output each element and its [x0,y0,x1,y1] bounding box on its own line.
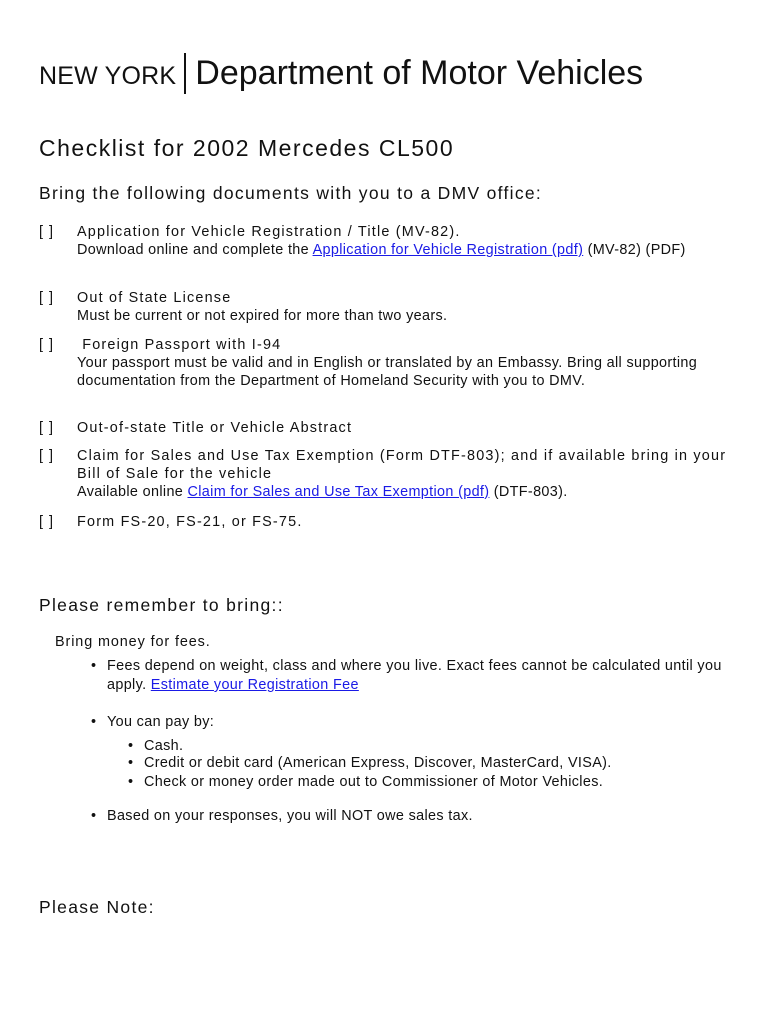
checkbox-bracket: [ ] [39,290,54,306]
list-item [91,657,747,695]
checklist-item-description: Must be current or not expired for more than two years. [77,308,448,324]
bullet-icon: • [91,658,97,674]
fees-text: Fees depend on weight, class and where you live. Exact fees cannot be calculated until you apply. [107,658,722,693]
checklist-item [39,289,749,325]
page-title: Checklist for 2002 Mercedes CL500 [39,135,455,161]
list-item [91,807,747,826]
pay-option: Check or money order made out to Commissioner of Motor Vehicles. [144,774,604,790]
bullet-icon: • [128,738,134,754]
checkbox-bracket: [ ] [39,514,54,530]
checklist-item-label: Application for Vehicle Registration / Title (MV-82). [77,224,461,240]
description-text: (DTF-803). [489,484,568,500]
pay-label: You can pay by: [107,714,215,730]
checklist-item-label: Out-of-state Title or Vehicle Abstract [77,420,353,436]
checkbox-bracket: [ ] [39,224,54,240]
description-text: Available online [77,484,188,500]
bullet-icon: • [91,714,97,730]
list-item [128,754,744,773]
checklist-item-description [77,483,749,501]
checkbox-bracket: [ ] [39,420,54,436]
dtf803-exemption-link[interactable]: Claim for Sales and Use Tax Exemption (pdf) [187,484,490,500]
header-divider [184,53,186,94]
documents-heading: Bring the following documents with you to a DMV office: [39,183,543,203]
state-name: NEW YORK [39,62,177,90]
bullet-icon: • [91,808,97,824]
remember-heading: Please remember to bring:: [39,595,284,615]
bullet-icon: • [128,774,134,790]
checklist-item [39,447,749,501]
note-heading: Please Note: [39,897,155,917]
checklist-item-label: Foreign Passport with I-94 [77,337,282,353]
mv82-application-link[interactable]: Application for Vehicle Registration (pdf) [312,242,584,258]
checkbox-bracket: [ ] [39,337,54,353]
list-item [128,773,744,792]
checklist-item-label: Out of State License [77,290,232,306]
department-name: Department of Motor Vehicles [195,54,644,92]
checklist-item-description: Your passport must be valid and in English or translated by an Embassy. Bring all supporting documentation from the Department of Homeland Security with you to DMV. [77,355,698,389]
bullet-icon: • [128,755,134,771]
checklist-item [39,513,749,531]
estimate-fee-link[interactable]: Estimate your Registration Fee [150,677,359,693]
checklist-item-description [77,241,749,259]
description-text: Download online and complete the [77,242,313,258]
money-line: Bring money for fees. [55,634,211,650]
page-header [39,52,643,93]
description-text: (MV-82) (PDF) [583,242,686,258]
pay-option: Credit or debit card (American Express, Discover, MasterCard, VISA). [144,755,612,771]
checklist-item [39,419,749,437]
checklist-item [39,223,749,259]
list-item [91,713,747,732]
sales-tax-text: Based on your responses, you will NOT owe sales tax. [107,808,473,824]
checklist-item-label: Form FS-20, FS-21, or FS-75. [77,514,303,530]
checklist-item [39,336,749,390]
pay-option: Cash. [144,738,184,754]
checklist-item-label: Claim for Sales and Use Tax Exemption (Form DTF-803); and if available bring in your Bill of Sale for the vehicle [77,448,727,482]
checkbox-bracket: [ ] [39,448,54,464]
